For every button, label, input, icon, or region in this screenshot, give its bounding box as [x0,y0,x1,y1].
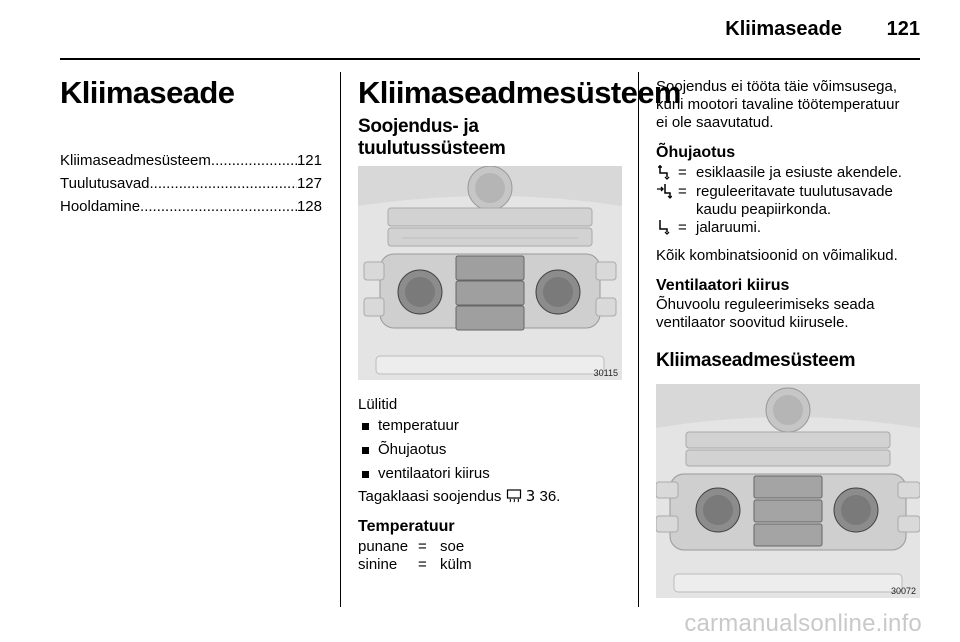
running-header-title: Kliimaseade [725,18,842,40]
watermark: carmanualsonline.info [684,610,922,637]
climate-system-heading: Kliimaseadmesüsteem [656,350,856,371]
climate-control-panel-photo [358,166,622,380]
air-distribution-heading: Õhujaotus [656,144,736,161]
table-of-contents [60,149,322,218]
rear-window-heating-ref: Tagaklaasi soojendus 3 36. [358,487,561,505]
definition-row: = jalaruumi. [656,219,902,238]
definition-row: punane = soe [358,538,465,555]
header-rule [60,58,920,60]
combinations-text: Kõik kombinatsioonid on võimalikud. [656,247,898,264]
fan-speed-heading: Ventilaatori kiirus [656,277,790,294]
definition-row: = esiklaasile ja esiuste akendele. [656,164,902,183]
control-panel-illustration-2 [656,384,920,598]
switch-list [358,414,490,486]
definition-row: = reguleeritavate tuulutusavade kaudu peapiirkonda. [656,183,902,219]
climate-control-panel-photo-2 [656,384,920,598]
toc-item[interactable]: Hooldamine ..... 128 [60,195,322,218]
list-item: ventilaatori kiirus [358,462,490,486]
list-item: Õhujaotus [358,438,490,462]
section-title: Kliimaseadmesüsteem [358,75,681,110]
windscreen-feet-icon [656,164,672,180]
intro-paragraph: Soojendus ei tööta täie võimsusega, kuni mootori tavaline töötemperatuur ei ole saavutatud. [656,78,900,131]
rear-window-heating-icon [506,487,522,503]
fan-speed-paragraph: Õhuvoolu reguleerimiseks seada ventilaator soovitud kiirusele. [656,296,875,331]
column-divider-2 [638,72,639,607]
list-item: temperatuur [358,414,490,438]
air-distribution-list [656,164,902,238]
temperature-heading: Temperatuur [358,518,455,535]
subsection-title: Soojendus- ja tuulutussüsteem [358,116,506,159]
switches-label: Lülitid [358,396,398,413]
chapter-title: Kliimaseade [60,75,235,110]
temperature-definitions [358,538,472,574]
image-code: 30115 [593,368,618,378]
column-divider-1 [340,72,341,607]
definition-row: sinine = külm [358,556,472,573]
control-panel-illustration [358,166,622,380]
reference-page-link[interactable]: 36. [539,488,561,505]
toc-item[interactable]: Kliimaseadmesüsteem ..... 121 [60,149,322,172]
reference-arrow: 3 [525,487,536,505]
toc-item[interactable]: Tuulutusavad ..... 127 [60,172,322,195]
feet-icon [656,219,672,235]
head-feet-icon [656,183,672,199]
page-number: 121 [886,18,920,40]
image-code: 30072 [890,586,916,596]
